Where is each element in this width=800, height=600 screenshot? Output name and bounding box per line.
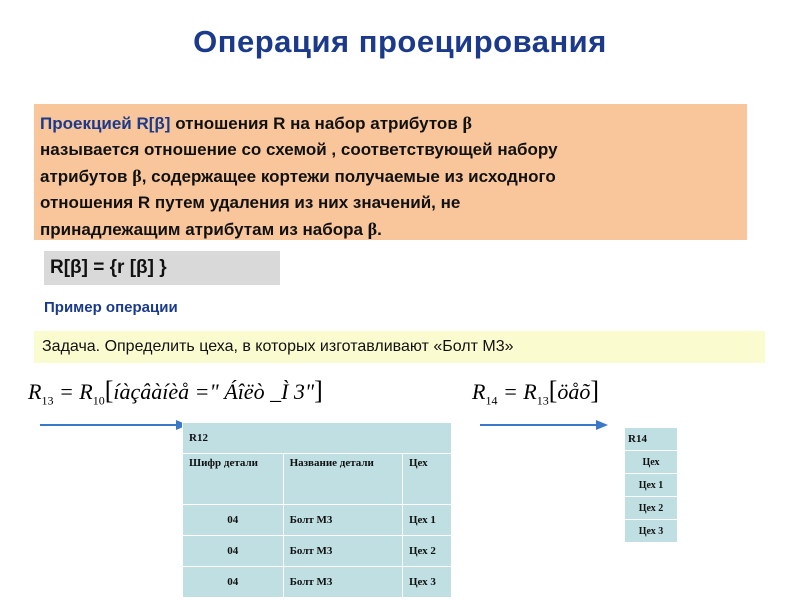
definition-text-1: отношения R на набор атрибутов	[170, 114, 463, 133]
table-cell: 04	[183, 505, 284, 536]
eq-lhs-sub: 14	[485, 393, 498, 408]
eq-bracket-open: [	[104, 376, 114, 405]
table-cell: Цех 1	[402, 505, 451, 536]
table-cell: Цех 3	[625, 520, 678, 543]
definition-text-4: отношения R путем удаления из них значений, не	[40, 193, 461, 212]
table-row	[183, 536, 452, 567]
definition-text-5b: .	[377, 220, 382, 239]
beta-symbol: β	[132, 166, 142, 186]
arrow-right-icon	[480, 418, 610, 432]
example-heading: Пример операции	[44, 299, 178, 316]
column-header: Цех	[402, 454, 451, 505]
definition-term: Проекцией R[β]	[40, 114, 171, 133]
eq-lhs: R	[28, 379, 42, 404]
eq-expression: öåõ	[557, 379, 591, 404]
definition-text-3b: , содержащее кортежи получаемые из исходного	[141, 167, 556, 186]
table-cell: Цех 1	[625, 474, 678, 497]
column-header: Шифр детали	[183, 454, 284, 505]
table-r14	[624, 427, 678, 543]
eq-rhs-sub: 10	[92, 393, 105, 408]
table-cell: Болт М3	[283, 505, 402, 536]
table-cell: Болт М3	[283, 567, 402, 598]
table-cell: Болт М3	[283, 536, 402, 567]
definition-text-5a: принадлежащим атрибутам из набора	[40, 220, 368, 239]
table-cell: Цех 2	[625, 497, 678, 520]
table-cell: 04	[183, 567, 284, 598]
table-cell: 04	[183, 536, 284, 567]
eq-rhs: = R	[53, 379, 93, 404]
eq-rhs-sub: 13	[536, 393, 549, 408]
table-r12	[182, 422, 452, 598]
projection-formula: R[β] = {r [β] }	[44, 251, 280, 285]
column-header: Название детали	[283, 454, 402, 505]
eq-bracket-open: [	[548, 376, 558, 405]
eq-bracket-close: ]	[590, 376, 600, 405]
equation-r13	[28, 376, 323, 408]
beta-symbol: β	[462, 113, 472, 133]
table-row	[183, 505, 452, 536]
page-title: Операция проецирования	[193, 24, 607, 59]
eq-lhs-sub: 13	[41, 393, 54, 408]
arrow-right-icon	[40, 418, 190, 432]
eq-bracket-close: ]	[314, 376, 323, 405]
task-statement: Задача. Определить цеха, в которых изготавливают «Болт М3»	[34, 331, 765, 363]
eq-rhs: = R	[497, 379, 537, 404]
beta-symbol: β	[367, 219, 378, 239]
table-cell: Цех 2	[402, 536, 451, 567]
eq-expression: íàçâàíèå =" Áîëò _Ì 3"	[113, 379, 315, 404]
table-name: R14	[625, 428, 678, 451]
table-row	[625, 497, 678, 520]
column-header: Цех	[625, 451, 678, 474]
table-row	[625, 520, 678, 543]
table-name: R12	[183, 423, 452, 454]
definition-box	[34, 104, 747, 240]
table-row	[625, 474, 678, 497]
table-row	[183, 567, 452, 598]
equation-r14	[472, 376, 599, 408]
definition-text-3a: атрибутов	[40, 167, 133, 186]
eq-lhs: R	[472, 379, 486, 404]
table-cell: Цех 3	[402, 567, 451, 598]
definition-text-2: называется отношение со схемой , соответствующей набору	[40, 140, 558, 159]
